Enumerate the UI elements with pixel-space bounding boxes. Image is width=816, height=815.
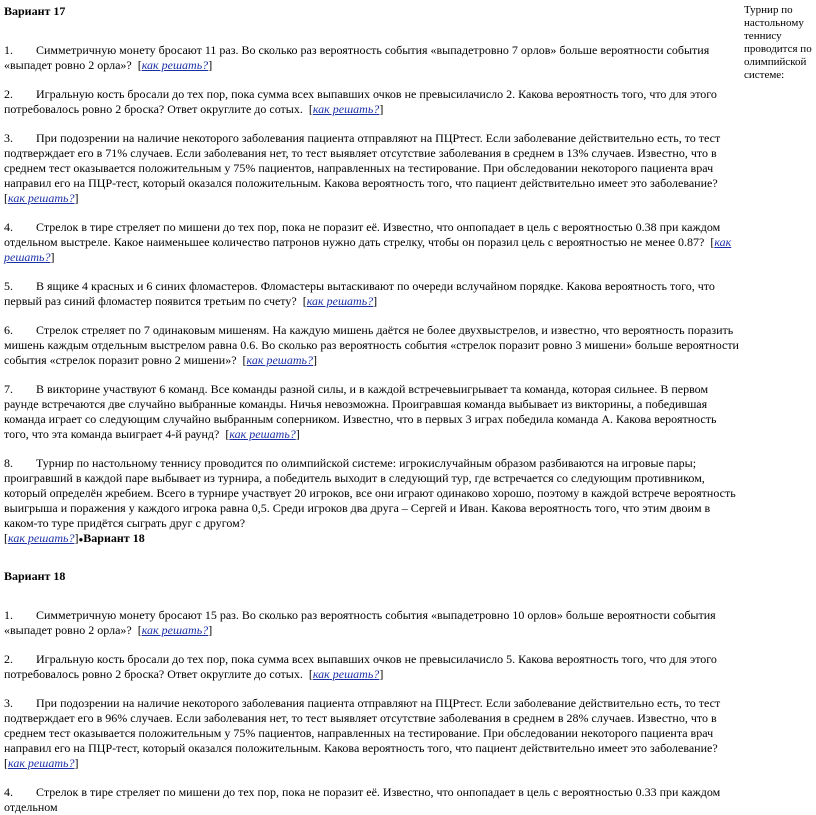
problem-17-6: 6. Стрелок стреляет по 7 одинаковым мишеням. На каждую мишень даётся не более двухвыстрелов, и известно, что вероятность поразить мишень каждым отдельным выстрелом равна 0.6. Во сколько раз вероятность события «стрелок поразит ровно 3 мишени» больше вероятности события «стрелок поразит ровно 2 мишени»? [как решать?] [4,323,739,367]
problem-18-1: 1. Симметричную монету бросают 15 раз. Во сколько раз вероятность события «выпадетровно 10 орлов» больше вероятности события «выпадет ровно 2 орла»? [как решать?] [4,607,716,637]
how-to-solve-link[interactable]: как решать? [141,58,209,72]
problem-17-4: 4. Стрелок в тире стреляет по мишени до тех пор, пока не поразит её. Известно, что онпопадает в цель с вероятностью 0.38 при каждом отдельном выстреле. Какое наименьшее количество патронов нужно дать стрелку, чтобы он поразил цель с вероятностью не менее 0.87? [как решать?] [4,220,732,264]
sidebar-note: Турнир по настольному теннису проводится по олимпийской системе: [744,4,812,81]
problem-17-3: 3. При подозрении на наличие некоторого заболевания пациента отправляют на ПЦРтест. Если заболевание действительно есть, то тест подтверждает его в 71% случаев. Если заболевания нет, то тест выявляет отсутствие заболевания в среднем в 13% случаев. Известно, что в среднем тест оказывается положительным у 75% пациентов, направленных на тестирование. При обследовании некоторого пациента врач направил его на ПЦР-тест, который оказался положительным. Какова вероятность того, что пациент действительно имеет это заболевание? [как решать?] [4,131,721,205]
problem-17-1: 1. Симметричную монету бросают 11 раз. Во сколько раз вероятность события «выпадетровно 7 орлов» больше вероятности события «выпадет ровно 2 орла»? [как решать?] [4,43,710,72]
how-to-solve-link[interactable]: как решать? [312,102,380,116]
problem-18-4: 4. Стрелок в тире стреляет по мишени до тех пор, пока не поразит её. Известно, что онпопадает в цель с вероятностью 0.33 при каждом отдельном [4,784,721,814]
variant-18-inline-title: Вариант 18 [83,531,145,545]
how-to-solve-link[interactable]: как решать? [141,622,209,637]
bullet-icon: ● [78,534,84,544]
how-to-solve-link[interactable]: как решать? [312,666,380,681]
problem-18-2: 2. Игральную кость бросали до тех пор, пока сумма всех выпавших очков не превысилачисло 5. Какова вероятность того, что для этого потребовалось ровно 2 броска? Ответ округлите до сотых. [как решать?] [4,651,717,681]
variant-18-title: Вариант 18 [4,568,66,583]
variant-17-title: Вариант 17 [4,4,66,18]
how-to-solve-link[interactable]: как решать? [229,427,296,441]
problem-18-3: 3. При подозрении на наличие некоторого заболевания пациента отправляют на ПЦРтест. Если заболевание действительно есть, то тест подтверждает его в 96% случаев. Если заболевания нет, то тест выявляет отсутствие заболевания в среднем в 28% случаев. Известно, что в среднем тест оказывается положительным у 75% пациентов, направленных на тестирование. При обследовании некоторого пациента врач направил его на ПЦР-тест, который оказался положительным. Какова вероятность того, что пациент действительно имеет это заболевание? [как решать?] [4,695,721,770]
document-body [4,4,740,815]
how-to-solve-link[interactable]: как решать? [8,191,75,205]
problem-17-5: 5. В ящике 4 красных и 6 синих фломастеров. Фломастеры вытаскивают по очереди вслучайном порядке. Какова вероятность того, что первый раз синий фломастер появится третьим по счету? [как решать?] [4,279,715,308]
problem-17-8: 8. Турнир по настольному теннису проводится по олимпийской системе: игрокислучайным образом разбиваются на игровые пары; проигравший в каждой паре выбывает из турнира, а победитель выходит в следующий тур, где встречается со следующим противником, который определён жребием. Всего в турнире участвует 20 игроков, все они играют одинаково хорошо, поэтому в каждой встрече вероятность выигрыша и поражения у каждого игрока равна 0,5. Среди игроков два друга – Сергей и Иван. Какова вероятность того, что этим двоим в каком-то туре придётся сыграть друг с другом? [как решать?]●Вариант 18 [4,456,736,545]
how-to-solve-link[interactable]: как решать? [4,235,732,264]
problem-17-2: 2. Игральную кость бросали до тех пор, пока сумма всех выпавших очков не превысилачисло 2. Какова вероятность того, что для этого потребовалось ровно 2 броска? Ответ округлите до сотых. [как решать?] [4,87,717,116]
how-to-solve-link[interactable]: как решать? [246,353,313,367]
how-to-solve-link[interactable]: как решать? [306,294,374,308]
problem-17-7: 7. В викторине участвуют 6 команд. Все команды разной силы, и в каждой встречевыигрывает та команда, которая сильнее. В первом раунде встречаются две случайно выбранные команды. Ничья невозможна. Проигравшая команда выбывает из викторины, а победившая команда играет со следующим случайно выбранным соперником. Известно, что в первых 3 играх победила команда А. Какова вероятность того, что эта команда выиграет 4-й раунд? [как решать?] [4,382,717,441]
how-to-solve-link[interactable]: как решать? [8,531,75,545]
how-to-solve-link[interactable]: как решать? [8,755,75,770]
